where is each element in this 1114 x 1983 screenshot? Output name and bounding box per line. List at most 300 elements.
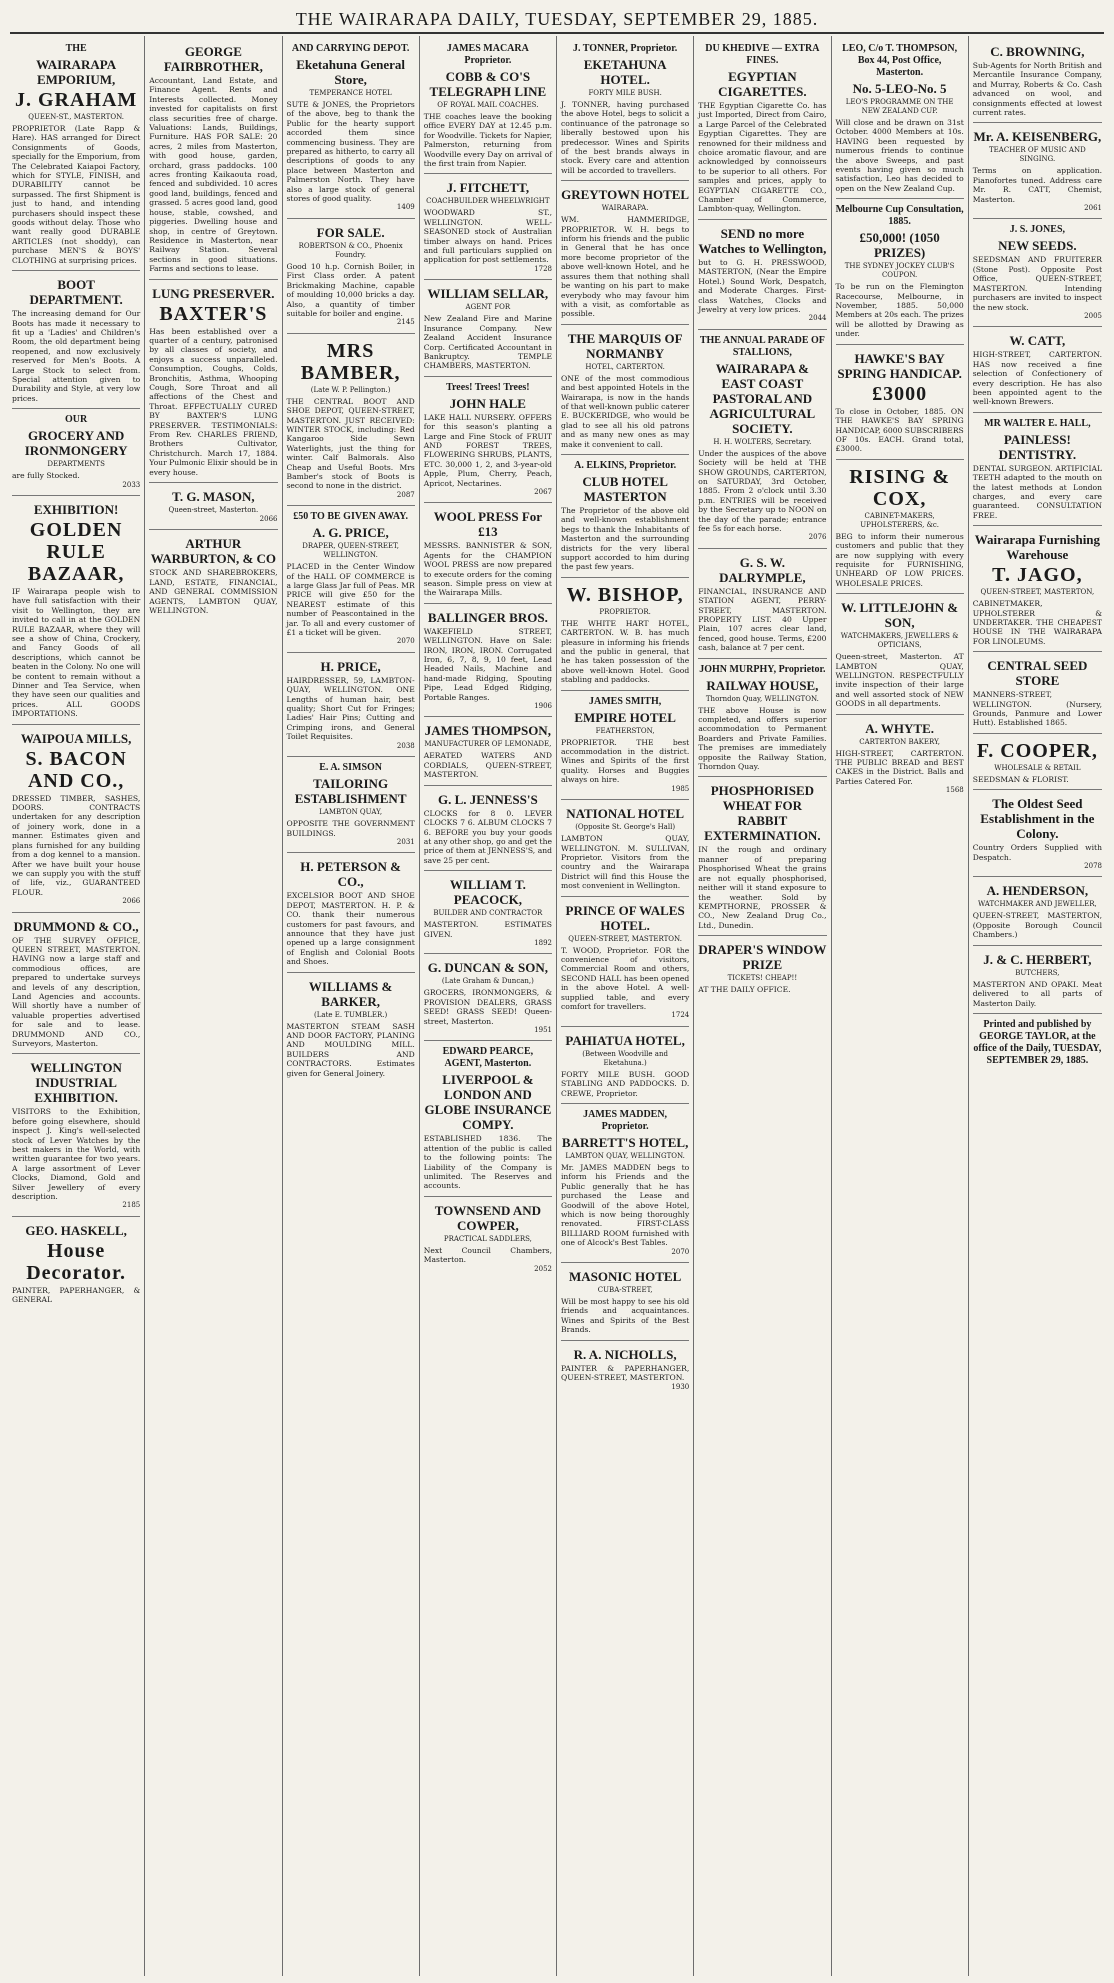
ad-body: HIGH-STREET, CARTERTON. THE PUBLIC BREAD and BEST CAKES in the District. Balls and Parties Catered For. <box>835 748 964 786</box>
advertisement <box>973 946 1102 1014</box>
advertisement <box>287 219 415 334</box>
advertisement <box>561 1341 689 1397</box>
ad-small: CUBA-STREET, <box>597 1286 653 1295</box>
ad-small: DRAPER, QUEEN-STREET, WELLINGTON. <box>302 542 399 560</box>
ad-h3: DU KHEDIVE — EXTRA FINES. <box>705 43 820 66</box>
ad-h2: TOWNSEND AND COWPER, <box>434 1202 542 1233</box>
ad-h3: Trees! Trees! Trees! <box>446 381 530 393</box>
ad-body: MANNERS-STREET, WELLINGTON. (Nursery, Grounds, Panmure and Lower Hutt). Established 1865. <box>972 690 1102 728</box>
ad-num: 2066 <box>259 515 278 524</box>
ad-body: MESSRS. BANNISTER & SON, Agents for the CHAMPION WOOL PRESS are now prepared to execute orders for the coming season. Simple press on view at the Wairarapa Mills. <box>423 541 552 598</box>
ad-body: MASTERTON STEAM SASH AND DOOR FACTORY, PLANING AND MOULDING MILL. BUILDERS AND CONTRACTORS. Estimates given for General Joinery. <box>286 1021 415 1078</box>
advertisement <box>973 219 1102 327</box>
ad-body: Under the auspices of the above Society will be held at THE SHOW GROUNDS, CARTERTON, on SATURDAY, 3rd October, 1885. From 2 o'clock until 3.30 p.m. ENTRIES will be received by the Secretary up to NOON on the day of the parade; entrance fee 5s for each horse. <box>698 448 827 533</box>
advertisement <box>424 1041 552 1196</box>
ad-body: LAKE HALL NURSERY. OFFERS for this season's planting a Large and Fine Stock of FRUIT AND FOREST TREES, FLOWERING SHRUBS, PLANTS, ETC. 30,000 1, 2, and 3-year-old Apple, Plum, Cherry, Peach, Apricot, Nectarines. <box>423 412 552 488</box>
ad-h3: JAMES MACARA Proprietor. <box>446 43 529 66</box>
ad-small: QUEEN-STREET, MASTERTON. <box>568 934 682 943</box>
ad-small: DEPARTMENTS <box>47 460 105 469</box>
ad-h1: T. JAGO, <box>992 564 1083 587</box>
ad-h2: EGYPTIAN CIGARETTES. <box>718 69 807 99</box>
ad-h2: R. A. NICHOLLS, <box>573 1346 677 1362</box>
ad-h2: TAILORING ESTABLISHMENT <box>294 776 407 807</box>
ad-body: T. WOOD, Proprietor. FOR the convenience of visitors, Commercial Room and others, SECOND HALL has been opened in the above Hotel. A well-supplied table, and every comfort for travellers. <box>561 945 690 1011</box>
ad-small: H. H. WOLTERS, Secretary. <box>713 437 812 446</box>
advertisement <box>12 38 140 271</box>
ad-body: Next Council Chambers, Masterton. <box>423 1245 552 1265</box>
ad-body: Sub-Agents for North British and Mercantile Insurance Company, and Murray, Roberts & Co. Cash advanced on wool, and consignments effected at lowest current rates. <box>972 61 1102 118</box>
ad-h2: £50,000! (1050 PRIZES) <box>859 230 940 261</box>
advertisement <box>973 1014 1102 1073</box>
ad-num: 1906 <box>534 702 552 711</box>
ad-h1: J. GRAHAM <box>14 89 138 111</box>
ad-h2: PHOSPHORISED WHEAT FOR RABBIT EXTERMINATION. <box>704 783 821 844</box>
advertisement <box>973 526 1102 652</box>
ad-small: LEO'S PROGRAMME ON THE NEW ZEALAND CUP. <box>845 98 954 115</box>
ad-h2: T. G. MASON, <box>172 489 255 505</box>
ad-body: WM. HAMMERIDGE, PROPRIETOR. W. H. begs to inform his friends and the public in General that he has once more become proprietor of the above well-known Hotel, and he assures them that nothing shall be wanting on his part to make everybody who may favour him with a visit, as comfortable as possible. <box>561 215 690 319</box>
ad-body: ONE of the most commodious and best appointed Hotels in the Wairarapa, is now in the hands of that well-known public caterer E. BUCKERIDGE, who would be glad to see all his old patrons and as many new ones as may make it convenient to call. <box>561 373 690 449</box>
ad-small: WAIRARAPA. <box>601 204 649 213</box>
ad-small: FORTY MILE BUSH. <box>588 89 662 97</box>
ad-h3: THE <box>65 43 87 54</box>
ad-h2: WILLIAMS & BARKER, <box>308 978 393 1009</box>
column-8 <box>969 36 1106 1976</box>
ad-small: TICKETS! CHEAP!! <box>727 974 798 983</box>
advertisement <box>973 652 1102 734</box>
ad-h3: OUR <box>65 414 88 426</box>
ad-h2: G. S. W. DALRYMPLE, <box>719 554 806 585</box>
advertisement <box>287 757 415 853</box>
ad-h2: WOOL PRESS For £13 <box>433 509 543 540</box>
advertisement <box>698 220 826 330</box>
ad-num: 2076 <box>808 533 827 542</box>
ad-h3: EDWARD PEARCE, AGENT, Masterton. <box>442 1046 534 1070</box>
ad-body: but to G. H. PRESSWOOD, MASTERTON, (Near the Empire Hotel.) Sound Work, Despatch, and Moderate Charges. First-class Watches, Clocks and Jewelry at very low prices. <box>698 257 827 314</box>
ad-h2: DRUMMOND & CO., <box>13 918 139 934</box>
ad-body: Country Orders Supplied with Despatch. <box>972 843 1102 862</box>
ad-h2: H. PETERSON & CO., <box>300 859 401 890</box>
advertisement <box>698 777 826 936</box>
ad-h2: PRINCE OF WALES HOTEL. <box>565 902 685 933</box>
ad-body: SEEDSMAN AND FRUITERER (Stone Post). Opposite Post Office, QUEEN-STREET, MASTERTON. Intending purchasers are invited to inspect the new stock. <box>972 255 1102 312</box>
ad-h2: G. DUNCAN & SON, <box>427 960 548 976</box>
ad-h1: BAXTER'S <box>159 302 268 325</box>
ad-h2: JOHN HALE <box>449 395 526 411</box>
ad-h2: EXHIBITION! <box>33 501 119 517</box>
ad-body: QUEEN-STREET, MASTERTON, (Opposite Borough Council Chambers.) <box>972 911 1102 940</box>
advertisement <box>973 123 1102 219</box>
ad-h3: MR WALTER E. HALL, <box>984 417 1091 429</box>
advertisement <box>561 1027 689 1104</box>
ad-num: 2070 <box>671 1247 690 1256</box>
ad-h2: J. FITCHETT, <box>446 180 530 196</box>
ad-body: AERATED WATERS AND CORDIALS, QUEEN-STREET, MASTERTON. <box>423 751 552 780</box>
ad-num: 2052 <box>534 1264 552 1273</box>
ad-num: 2033 <box>122 480 141 489</box>
advertisement <box>12 496 140 725</box>
ad-small: LAMBTON QUAY, <box>319 808 383 817</box>
ad-small: Thorndon Quay, WELLINGTON. <box>705 694 819 703</box>
advertisement <box>698 330 826 549</box>
ad-h2: GREYTOWN HOTEL <box>561 187 690 203</box>
advertisement <box>424 871 552 954</box>
ad-num: 1409 <box>396 203 415 212</box>
ad-h2: GEO. HASKELL, <box>25 1222 127 1238</box>
column-4 <box>420 36 557 1976</box>
ad-h2: CENTRAL SEED STORE <box>987 658 1088 689</box>
ad-small: CARTERTON BAKERY, <box>859 737 941 746</box>
masthead <box>10 6 1104 34</box>
ad-body: SUTE & JONES, the Proprietors of the above, beg to thank the Public for the hearty support accorded them since commencing business. They are prepared as hitherto, to carry all descriptions of goods to any place between Masterton and Palmerston North. They have also a large stock of general stores of good quality. <box>286 100 415 204</box>
advertisement <box>12 271 140 409</box>
ad-body: THE above House is now completed, and offers superior accommodation to Permanent Boarders and Private Families. The premises are immediately opposite the Railway Station, Thorndon Quay. <box>698 705 827 772</box>
ad-num: 2038 <box>396 741 415 750</box>
ad-h2: EKETAHUNA HOTEL. <box>583 57 667 87</box>
ad-body: MASTERTON AND OPAKI. Meat delivered to all parts of Masterton Daily. <box>972 979 1102 1008</box>
ad-body: VISITORS to the Exhibition, before going elsewhere, should inspect J. King's well-selected stock of Lever Watches by the best makers in the World, with written guarantee for two years. A large assortment of Lever Clocks, Diamond, Gold and Silver Jewellery of every description. <box>12 1107 141 1202</box>
ad-num: 2185 <box>122 1201 141 1210</box>
ad-num: 2005 <box>1084 311 1102 320</box>
ad-h2: NATIONAL HOTEL <box>566 806 685 822</box>
ad-body: IF Wairarapa people wish to have full satisfaction with their visit to Wellington, they are invited to call in at the GOLDEN RULE BAZAAR, where they will see a show of China, Crockery, and Fancy Goods of all descriptions, which cannot be beaten in the Colony. No one will be content to remain without a Dinner and Tea Service, when they have seen our qualities and prices. ALL GOODS IMPORTATIONS. <box>12 586 141 719</box>
ad-h2: The Oldest Seed Establishment in the Colony. <box>980 796 1095 842</box>
advertisement <box>149 38 277 280</box>
ad-h2: J. & C. HERBERT, <box>983 951 1092 967</box>
advertisement <box>561 1263 689 1341</box>
ad-body: To close in October, 1885. ON THE HAWKE'S BAY SPRING HANDICAP, 6000 SUBSCRIBERS OF 10s. EACH. Grand total, £3000. <box>835 406 964 454</box>
advertisement <box>561 181 689 324</box>
ad-num: 2145 <box>396 318 415 327</box>
advertisement <box>287 853 415 972</box>
ad-h2: WILLIAM SELLAR, <box>427 286 549 302</box>
ad-h2: NEW SEEDS. <box>998 238 1077 254</box>
advertisement <box>424 280 552 376</box>
advertisement <box>287 653 415 757</box>
ad-h2: THE MARQUIS OF NORMANBY <box>567 330 683 361</box>
ad-small: WATCHMAKER AND JEWELLER, <box>977 900 1097 909</box>
advertisement <box>424 786 552 871</box>
ad-h2: COBB & CO'S TELEGRAPH LINE <box>429 69 547 99</box>
ad-num: 1892 <box>534 938 552 947</box>
ad-h3: J. TONNER, Proprietor. <box>572 43 678 54</box>
advertisement <box>424 954 552 1041</box>
ad-h2: GROCERY AND IRONMONGERY <box>24 428 128 459</box>
advertisement <box>424 377 552 504</box>
ad-small: (Late Graham & Duncan,) <box>441 977 534 986</box>
ad-small: (Between Woodville and Eketahuna.) <box>582 1049 668 1067</box>
ad-body: Good 10 h.p. Cornish Boiler, in First Class order. A patent Brickmaking Machine, capable of moulding 10,000 bricks a day. Also, a quantity of timber suitable for boiler and engine. <box>286 261 415 318</box>
ad-body: WAKEFIELD STREET, WELLINGTON. Have on Sale: IRON, IRON, IRON. Corrugated Iron, 6, 7, 8, 9, 10 feet, Lead Headed Nails, Machine and hand-made Ridging, Spouting Pipe, Lead Edged Ridging, Portable Ranges. <box>423 626 552 702</box>
advertisement <box>149 530 277 620</box>
ad-small: (Opposite St. George's Hall) <box>575 823 676 832</box>
ad-h3: E. A. SIMSON <box>319 762 383 774</box>
ad-small: PROPRIETOR. <box>599 607 651 616</box>
ad-body: OF THE SURVEY OFFICE, QUEEN STREET, MASTERTON. HAVING now a large staff and commodious offices, are prepared to undertake surveys and levels of any description, Land Agencies and accounts. Will shortly have a number of valuable properties advertised for sale and to lease. DRUMMOND AND CO., Surveyors, Masterton. <box>12 935 141 1048</box>
ad-body: AT THE DAILY OFFICE. <box>698 985 791 995</box>
ad-h3: JAMES SMITH, <box>589 695 662 707</box>
ad-h2: GEORGE FAIRBROTHER, <box>163 44 263 74</box>
ad-body: CLOCKS for 8 0. LEVER CLOCKS 7 6. ALBUM CLOCKS 7 6. BEFORE you buy your goods at any other shop, go and get the price of them at JENNESS'S, and save 25 per cent. <box>423 808 552 865</box>
ad-h3: A. ELKINS, Proprietor. <box>574 459 677 471</box>
advertisement <box>561 800 689 896</box>
ad-h2: H. PRICE, <box>320 658 381 674</box>
advertisement <box>12 725 140 913</box>
advertisement <box>973 734 1102 790</box>
ad-h2: A. WHYTE. <box>865 720 934 736</box>
ad-h3: J. S. JONES, <box>1009 224 1066 236</box>
ad-h2: C. BROWNING, <box>990 44 1085 59</box>
ad-small: AGENT FOR <box>465 303 511 312</box>
advertisement <box>836 460 964 594</box>
ad-body: New Zealand Fire and Marine Insurance Company. New Zealand Accident Insurance Corp. Certificated Accountant in Bankruptcy. TEMPLE CHAMBERS, MASTERTON. <box>423 314 552 371</box>
ad-h3: JOHN MURPHY, Proprietor. <box>699 663 826 675</box>
advertisement <box>424 174 552 280</box>
ad-h2: No. 5-LEO-No. 5 <box>852 81 947 96</box>
advertisement <box>836 38 964 199</box>
ad-small: QUEEN-ST., MASTERTON. <box>28 113 124 121</box>
ad-body: GROCERS, IRONMONGERS, & PROVISION DEALERS, GRASS SEED! GRASS SEED! Queen-street, Masterton. <box>423 988 552 1026</box>
ad-body: The Proprietor of the above old and well-known establishment begs to thank the Inhabitants of Masterton and the surrounding districts for the very liberal support accorded to him during the past few years. <box>561 505 690 572</box>
ad-num: 2078 <box>1084 862 1102 871</box>
advertisement <box>149 280 277 484</box>
ad-h1: GOLDEN RULE BAZAAR, <box>27 518 125 585</box>
advertisement <box>836 345 964 460</box>
advertisement <box>287 506 415 653</box>
ad-body: SEEDSMAN & FLORIST. <box>972 774 1069 784</box>
ad-h2: BOOT DEPARTMENT. <box>29 277 123 308</box>
ad-h1: RISING & COX, <box>849 465 951 510</box>
ad-h2: BALLINGER BROS. <box>427 609 548 625</box>
ad-num: 2067 <box>534 487 552 496</box>
ad-body: HIGH-STREET, CARTERTON. HAS now received a fine selection of Confectionery of every description. He has also been appointed agent to the well-known Brewers. <box>972 350 1102 407</box>
ad-body: Will be most happy to see his old friends and acquaintances. Wines and Spirits of the Best Brands. <box>561 1297 690 1335</box>
ad-body: PROPRIETOR (Late Rapp & Hare). HAS arranged for Direct Consignments of Goods, specially for the Emporium, from The Celebrated Kaiapoi Factory, which for STYLE, FINISH, and DURABILITY cannot be surpassed. The first Shipment is just to hand, and intending purchasers should inspect these goods without delay. Those who want really good DURABLE ARTICLES (not shoddy), can purchase MEN'S & BOYS' CLOTHING at surprising prices. <box>12 124 141 265</box>
ad-h3: JAMES MADDEN, Proprietor. <box>583 1109 668 1132</box>
advertisement <box>424 604 552 718</box>
ad-num: 2044 <box>808 314 827 323</box>
ad-h2: PAHIATUA HOTEL, <box>565 1032 685 1048</box>
ad-h2: HAWKE'S BAY SPRING HANDICAP. <box>837 350 962 381</box>
advertisement <box>424 503 552 603</box>
ad-h2: LIVERPOOL & LONDON AND GLOBE INSURANCE COMPY. <box>424 1072 552 1133</box>
ad-body: THE coaches leave the booking office EVERY DAY at 12.45 p.m. for Woodville. Tickets for Napier, Palmerston, returning from Woodville every Day on arrival of the first train from Napier. <box>423 112 552 169</box>
advertisement <box>424 38 552 174</box>
ad-h2: PAINLESS! DENTISTRY. <box>998 431 1077 462</box>
ad-body: FORTY MILE BUSH. GOOD STABLING AND PADDOCKS. D. CREWE, Proprietor. <box>561 1069 690 1098</box>
advertisement <box>973 790 1102 877</box>
column-3 <box>283 36 420 1976</box>
ad-small: THE SYDNEY JOCKEY CLUB'S COUPON. <box>844 262 955 280</box>
advertisement <box>561 691 689 800</box>
ad-h2: CLUB HOTEL MASTERTON <box>582 473 668 504</box>
ad-num: 1724 <box>671 1011 690 1020</box>
ad-h2: A. HENDERSON, <box>986 883 1089 899</box>
ad-small: COACHBUILDER WHEELWRIGHT <box>426 197 550 206</box>
ad-h1: £3000 <box>872 382 928 405</box>
ad-body: Accountant, Land Estate, and Finance Agent. Rents and Interests collected. Money invested for capitalists on first class securities free of charge. Valuations: Lands, Buildings, Furniture. HAS FOR SALE: 20 acres, 2 miles from Masterton, with good house, garden, orchard, grass paddocks. 100 acres fronting Kaikaouta road, fenced and subdivided. 10 acres good land, buildings, fenced and grassed. 5 acres good land, good house, stable, cowshed, and piggeries. Dwelling house and shop, in centre of Greytown. Residence in Masterton, near Railway Station. Several sections in good situations. Farms and sections to lease. <box>149 76 278 274</box>
ad-small: PRACTICAL SADDLERS, <box>443 1234 532 1243</box>
ad-h2: LUNG PRESERVER. <box>152 285 275 301</box>
ad-h2: JAMES THOMPSON, <box>424 723 551 739</box>
ad-small: TEACHER OF MUSIC AND SINGING. <box>989 146 1086 164</box>
column-6 <box>694 36 831 1976</box>
advertisement <box>561 455 689 578</box>
ad-h2: WAIPOUA MILLS, <box>20 730 132 746</box>
ad-small: OF ROYAL MAIL COACHES. <box>437 101 539 109</box>
advertisement <box>698 659 826 778</box>
ad-h2: W. LITTLEJOHN & SON, <box>841 600 959 631</box>
ad-body: Queen-street, Masterton. AT LAMBTON QUAY, WELLINGTON. RESPECTFULLY invite inspection of their large and well assorted stock of NEW GOODS in all departments. <box>835 652 964 709</box>
ad-h2: WELLINGTON INDUSTRIAL EXHIBITION. <box>30 1060 122 1106</box>
ad-h2: WAIRARAPA & EAST COAST PASTORAL AND AGRICULTURAL SOCIETY. <box>709 360 816 436</box>
ad-body: CABINETMAKER, UPHOLSTERER & UNDERTAKER. THE CHEAPEST HOUSE IN THE WAIRARAPA FOR LINOLEUMS. <box>972 599 1102 646</box>
advertisement <box>836 594 964 714</box>
ad-num: 2061 <box>1084 204 1102 213</box>
ad-body: PLACED in the Center Window of the HALL OF COMMERCE is a large Glass Jar full of Peas. MR PRICE will give £50 for the NEAREST estimate of this number of Peascontained in the jar. To all and every customer of £1 a ticket will be given. <box>286 562 415 638</box>
ad-small: ROBERTSON & CO., Phoenix Foundry. <box>298 241 403 259</box>
ad-body: PAINTER, PAPERHANGER, & GENERAL <box>12 1285 141 1305</box>
advertisement <box>424 1197 552 1279</box>
ad-body: Will close and be drawn on 31st October. 4000 Members at 10s. HAVING been requested by numerous friends to continue the above Sweeps, and past events having given so much satisfaction, Leo has decided to open on the New Zealand Cup. <box>835 118 964 193</box>
ad-body: Mr. JAMES MADDEN begs to inform his Friends and the Public generally that he has purchased the Lease and Goodwill of the above Hotel, which is now being thoroughly renovated. FIRST-CLASS BILLIARD ROOM furnished with one of Alcock's Best Tables. <box>561 1163 690 1248</box>
ad-body: THE CENTRAL BOOT AND SHOE DEPOT, QUEEN-STREET, MASTERTON. JUST RECEIVED: WINTER STOCK, including: Red Kangaroo Side Sewn Waterlights, just the thing for winter. Calf Balmorals. Also Cheap and Useful Boots. Mrs Bamber's stock of Boots is second to none in the district. <box>286 396 415 491</box>
ad-body: To be run on the Flemington Racecourse, Melbourne, in November, 1885. 50,000 Members at 20s each. The prizes will be allotted by Drawing as under. <box>835 282 964 339</box>
ad-num: 2031 <box>396 837 415 846</box>
ad-small: BUILDER AND CONTRACTOR <box>433 909 543 918</box>
ad-h2: SEND no more Watches to Wellington, <box>698 225 827 256</box>
advertisement <box>836 199 964 344</box>
ad-h3: LEO, C/o T. THOMPSON, Box 44, Post Office, Masterton. <box>842 43 958 78</box>
ad-small: TEMPERANCE HOTEL <box>309 89 392 97</box>
advertisement <box>12 1217 140 1310</box>
column-1 <box>8 36 145 1976</box>
ad-small: LAMBTON QUAY, WELLINGTON. <box>565 1152 685 1160</box>
ad-h2: RAILWAY HOUSE, <box>706 677 819 693</box>
advertisement <box>836 715 964 801</box>
advertisement <box>973 877 1102 945</box>
ad-body: MASTERTON. ESTIMATES GIVEN. <box>423 920 552 939</box>
ad-body: DRESSED TIMBER, SASHES, DOORS. CONTRACTS undertaken for any description of joinery work, done in a manner. Estimates given and plans furnished for any building from a dog kennel to a mansion. After we have built your house we can supply you with the stuff of life, viz., GUARANTEED FLOUR. <box>12 793 141 897</box>
ad-body: FINANCIAL, INSURANCE AND STATION AGENT, PERRY-STREET, MASTERTON. PROPERTY LIST. 40 Upper Plain, 107 acres clear land, fenced, good house. Terms, £200 cash, balance at 7 per cent. <box>698 586 827 653</box>
ad-body: BEG to inform their numerous customers and public that they are now supplying with every requisite for FURNISHING, UNHEARD OF LOW PRICES. WHOLESALE PRICES. <box>835 531 964 588</box>
ad-small: (Late W. P. Pellington.) <box>310 385 391 394</box>
advertisement <box>287 38 415 219</box>
advertisement <box>561 38 689 181</box>
ad-small: Queen-street, Masterton. <box>168 506 259 515</box>
ad-num: 1930 <box>671 1382 690 1391</box>
advertisement <box>973 327 1102 412</box>
ad-body: The increasing demand for Our Boots has made it necessary to fit up a 'Ladies' and Children's Room, the old department being reopened, and now exclusively reserved for Men's Boots. A Large Stock to select from. Special attention given to Durability and Style, at very low prices. <box>12 309 141 403</box>
ad-num: 2066 <box>122 897 141 906</box>
ad-h3: THE ANNUAL PARADE OF STALLIONS, <box>699 334 825 358</box>
ad-h2: WAIRARAPA EMPORIUM, <box>36 57 117 87</box>
advertisement <box>12 913 140 1055</box>
ad-num: 1951 <box>534 1025 552 1034</box>
advertisement <box>287 334 415 506</box>
ad-h3: £50 TO BE GIVEN AWAY. <box>293 511 409 523</box>
ad-h2: Mr. A. KEISENBERG, <box>973 129 1102 145</box>
ad-h2: BARRETT'S HOTEL, <box>561 1135 689 1150</box>
ad-body: J. TONNER, having purchased the above Hotel, begs to solicit a continuance of the patronage so liberally bestowed upon his predecessor. Wines and Spirits of the best brands always in stock. Every care and attention will be accorded to travellers. <box>561 100 690 175</box>
advertisement <box>287 973 415 1083</box>
ad-h1: S. BACON AND CO., <box>25 747 127 792</box>
ad-small: FEATHERSTON, <box>595 726 655 735</box>
advertisement <box>424 717 552 785</box>
ad-small: WHOLESALE & RETAIL <box>994 763 1081 772</box>
ad-body: HAIRDRESSER, 59, LAMBTON-QUAY, WELLINGTON. ONE Lengths of human hair, best quality; Short Cut for Fringes; Ladies' Hair Pins; Cutting and Crimping irons, and General Toilet Requisites. <box>286 675 415 742</box>
ad-h2: Eketahuna General Store, <box>296 57 405 87</box>
column-7 <box>832 36 969 1976</box>
column-2 <box>145 36 282 1976</box>
ad-body: PAINTER & PAPERHANGER, QUEEN-STREET, MASTERTON. <box>561 1363 690 1383</box>
ad-small: (Late E. TUMBLER.) <box>314 1010 388 1019</box>
ad-num: 1985 <box>671 784 690 793</box>
ad-body: Terms on application. Pianofortes tuned. Address care Mr. R. CATT, Chemist, Masterton. <box>972 166 1102 204</box>
ad-h2: A. G. PRICE, <box>312 525 389 541</box>
ad-small: BUTCHERS, <box>1015 968 1060 977</box>
columns-grid <box>8 36 1106 1976</box>
ad-small: WATCHMAKERS, JEWELLERS & OPTICIANS, <box>840 632 959 650</box>
ad-h1: F. COOPER, <box>976 739 1098 762</box>
ad-num: 2070 <box>396 637 415 646</box>
advertisement <box>698 549 826 659</box>
advertisement <box>561 897 689 1027</box>
ad-small: CABINET-MAKERS, UPHOLSTERERS, &c. <box>860 511 939 529</box>
ad-body: EXCELSIOR BOOT AND SHOE DEPOT, MASTERTON. H. P. & CO. thank their numerous customers for past favours, and announce that they have just opened up a large consignment of English and Colonial Boots and Shoes. <box>286 891 415 967</box>
ad-h2: W. CATT, <box>1009 333 1066 349</box>
ad-h2: EMPIRE HOTEL <box>574 709 676 725</box>
ad-h2: Wairarapa Furnishing Warehouse <box>974 532 1101 563</box>
advertisement <box>973 413 1102 526</box>
advertisement <box>561 578 689 691</box>
ad-h3: Printed and published by GEORGE TAYLOR, at the office of the Daily, TUESDAY, SEPTEMBER 29, 1885. <box>973 1018 1102 1066</box>
ad-body: STOCK AND SHAREBROKERS, LAND, ESTATE, FINANCIAL, AND GENERAL COMMISSION AGENTS, LAMBTON QUAY, WELLINGTON. <box>149 568 278 616</box>
advertisement <box>149 483 277 530</box>
ad-body: WOODWARD ST., WELLINGTON. WELL-SEASONED stock of Australian timber always on hand. Prices and full particulars supplied on application for post settlements. <box>423 208 552 265</box>
ad-small: HOTEL, CARTERTON. <box>585 362 665 371</box>
ad-h3: Melbourne Cup Consultation, 1885. <box>835 204 964 228</box>
masthead-title: THE WAIRARAPA DAILY, TUESDAY, SEPTEMBER 29, 1885. <box>295 8 819 29</box>
ad-h2: ARTHUR WARBURTON, & CO <box>150 536 277 567</box>
ad-h2: FOR SALE. <box>316 224 385 240</box>
ad-small: QUEEN-STREET, MASTERTON, <box>980 588 1095 597</box>
ad-body: THE WHITE HART HOTEL, CARTERTON. W. B. has much pleasure in informing his friends and the public in general, that he has taken possession of the above well-known Hotel. Good stabling and paddocks. <box>561 618 690 685</box>
ad-body: THE Egyptian Cigarette Co. has just Imported, Direct from Cairo, a Large Parcel of the Celebrated Egyptian Cigarettes. They are renowned for their mildness and choice aromatic flavour, and are acknowledged by connoisseurs to be superior to all others. For samples and prices, apply to EGYPTIAN CIGARETTE CO., Chamber of Commerce, Lambton-quay, Wellington. <box>698 101 827 214</box>
ad-body: ESTABLISHED 1836. The attention of the public is called to the following points: The Liability of the Company is unlimited. The Reserves and accounts. <box>423 1134 552 1191</box>
ad-body: OPPOSITE THE GOVERNMENT BUILDINGS. <box>286 819 415 838</box>
ad-num: 1728 <box>534 264 552 273</box>
advertisement <box>12 1054 140 1216</box>
advertisement <box>561 1104 689 1263</box>
ad-h1: House Decorator. <box>26 1239 127 1284</box>
ad-h2: MASONIC HOTEL <box>568 1269 682 1285</box>
ad-body: are fully Stocked. <box>12 471 80 481</box>
ad-h1: W. BISHOP, <box>566 583 684 606</box>
column-5 <box>557 36 694 1976</box>
ad-h3: AND CARRYING DEPOT. <box>291 43 410 54</box>
ad-num: 2087 <box>396 490 415 499</box>
ad-h1: MRS BAMBER, <box>300 339 401 384</box>
ad-body: IN the rough and ordinary manner of preparing Phosphorised Wheat the grains are not equally phosphorised, neither will it stand exposure to the weather. Sold by KEMPTHORNE, PROSSER & CO., New Zealand Drug Co., Ltd., Dunedin. <box>698 845 827 930</box>
ad-num: 1568 <box>945 786 964 795</box>
ad-small: MANUFACTURER OF LEMONADE, <box>424 740 552 749</box>
ad-h2: WILLIAM T. PEACOCK, <box>449 877 526 908</box>
advertisement <box>698 38 826 220</box>
ad-body: DENTAL SURGEON. ARTIFICIAL TEETH adapted to the mouth on the latest methods at London charges, and every care guaranteed. CONSULTATION FREE. <box>972 463 1102 520</box>
ad-h2: G. L. JENNESS'S <box>438 791 538 807</box>
advertisement <box>698 936 826 999</box>
